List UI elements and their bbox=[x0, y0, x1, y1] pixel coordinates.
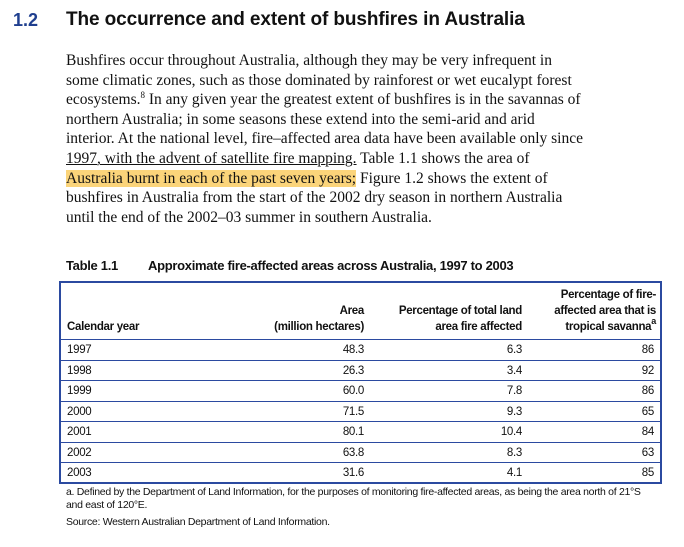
header-calendar-year: Calendar year bbox=[67, 321, 140, 333]
body-line-4: northern Australia; in some seasons these extend into the semi-arid and arid bbox=[66, 110, 535, 128]
body-line-9: until the end of the 2002–03 summer in southern Australia. bbox=[66, 208, 432, 226]
table-footnote bbox=[66, 486, 666, 512]
cell-area: 60.0 bbox=[342, 385, 364, 397]
table-source: Source: Western Australian Department of Land Information. bbox=[66, 516, 330, 528]
cell-tropical: 85 bbox=[641, 467, 654, 479]
body-line-2: some climatic zones, such as those dominated by rainforest or wet eucalypt forest bbox=[66, 71, 572, 89]
cell-tropical: 92 bbox=[641, 364, 654, 377]
header-tropical bbox=[554, 287, 656, 335]
header-percentage bbox=[399, 303, 522, 335]
footnote-ref[interactable]: 8 bbox=[140, 90, 145, 101]
cell-area: 63.8 bbox=[342, 446, 364, 459]
header-trop-sup: a bbox=[651, 316, 656, 326]
cell-percentage: 9.3 bbox=[506, 405, 522, 418]
body-line-5: interior. At the national level, fire–affected area data have been available only since bbox=[66, 130, 584, 148]
body-line-6a: 1997, with the advent of satellite fire mapping. bbox=[66, 149, 357, 167]
table-row bbox=[61, 463, 660, 484]
table-row bbox=[61, 340, 660, 361]
body-line-6b: Table 1.1 shows the area of bbox=[356, 149, 530, 167]
table-caption-text: Approximate fire-affected areas across Australia, 1997 to 2003 bbox=[148, 258, 514, 273]
cell-area: 71.5 bbox=[342, 405, 364, 418]
table-caption bbox=[66, 258, 513, 273]
body-line-3 bbox=[66, 90, 666, 110]
cell-percentage: 8.3 bbox=[506, 446, 522, 459]
header-trop-line3: tropical savanna bbox=[565, 321, 652, 333]
cell-year: 1998 bbox=[67, 364, 92, 377]
header-trop-line2: affected area that is bbox=[554, 305, 656, 317]
body-line-3a: ecosystems. bbox=[66, 91, 141, 109]
cell-year: 2003 bbox=[67, 467, 92, 479]
cell-tropical: 86 bbox=[641, 344, 654, 356]
cell-tropical: 86 bbox=[641, 385, 654, 397]
data-table bbox=[59, 281, 662, 484]
table-footnote-line1: a. Defined by the Department of Land Information, for the purposes of monitoring fire-affected areas, as being the area north of 21°S bbox=[66, 486, 641, 498]
cell-area: 48.3 bbox=[342, 344, 364, 356]
cell-year: 2002 bbox=[67, 446, 92, 459]
table-label: Table 1.1 bbox=[66, 258, 118, 273]
cell-area: 31.6 bbox=[342, 467, 364, 479]
cell-percentage: 6.3 bbox=[506, 344, 522, 356]
header-pct-line1: Percentage of total land bbox=[398, 305, 522, 317]
header-area-line1: Area bbox=[339, 305, 364, 317]
cell-year: 2000 bbox=[67, 405, 92, 418]
table-row bbox=[61, 422, 660, 443]
cell-percentage: 3.4 bbox=[506, 364, 522, 377]
body-paragraph bbox=[66, 51, 666, 227]
section-number: 1.2 bbox=[13, 10, 39, 30]
cell-tropical: 65 bbox=[641, 405, 654, 418]
highlighted-text[interactable]: Australia burnt in each of the past seven years; bbox=[66, 169, 357, 187]
body-line-6 bbox=[66, 149, 666, 169]
cell-area: 80.1 bbox=[342, 426, 364, 438]
cell-percentage: 7.8 bbox=[506, 385, 522, 397]
body-line-7b: Figure 1.2 shows the extent of bbox=[356, 169, 548, 187]
table-footnote-line2: and east of 120°E. bbox=[66, 499, 148, 511]
cell-year: 1997 bbox=[67, 344, 92, 356]
body-line-3b: In any given year the greatest extent of bushfires is in the savannas of bbox=[144, 91, 581, 109]
table-row bbox=[61, 361, 660, 382]
cell-tropical: 63 bbox=[641, 446, 654, 459]
cell-percentage: 4.1 bbox=[506, 467, 522, 479]
table-row bbox=[61, 381, 660, 402]
header-pct-line2: area fire affected bbox=[435, 321, 522, 333]
table-row bbox=[61, 443, 660, 464]
body-line-1: Bushfires occur throughout Australia, although they may be very infrequent in bbox=[66, 52, 552, 69]
cell-tropical: 84 bbox=[641, 426, 654, 438]
body-line-7 bbox=[66, 169, 666, 189]
header-trop-line1: Percentage of fire- bbox=[560, 289, 656, 301]
cell-year: 2001 bbox=[67, 426, 92, 438]
table-row bbox=[61, 402, 660, 423]
body-line-8: bushfires in Australia from the start of the 2002 dry season in northern Australia bbox=[66, 189, 563, 207]
table-header bbox=[61, 283, 660, 340]
cell-year: 1999 bbox=[67, 385, 92, 397]
cell-area: 26.3 bbox=[342, 364, 364, 377]
header-trop-line3-wrap bbox=[554, 316, 656, 335]
section-title: The occurrence and extent of bushfires in Australia bbox=[66, 9, 525, 30]
header-area bbox=[274, 303, 364, 335]
header-area-line2: (million hectares) bbox=[274, 321, 364, 333]
cell-percentage: 10.4 bbox=[500, 426, 522, 438]
